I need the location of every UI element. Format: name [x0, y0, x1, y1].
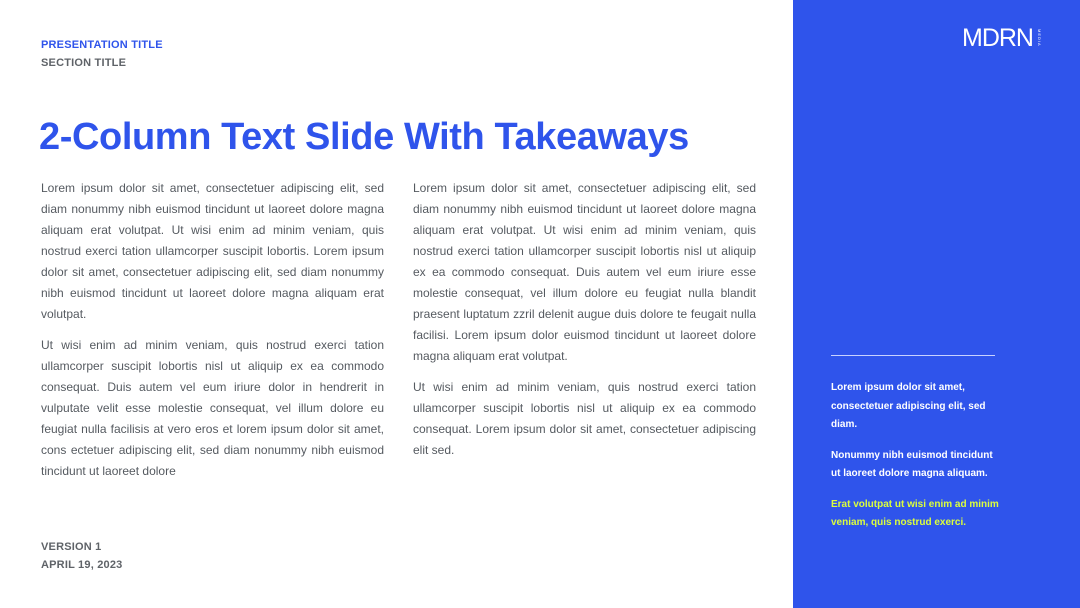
body-paragraph: Lorem ipsum dolor sit amet, consectetuer adipiscing elit, sed diam nonummy nibh euismod tincidunt ut laoreet dolore magna aliquam erat volutpat. Ut wisi enim ad minim veniam, quis nostrud exerci tation ullamcorper suscipit lobortis. Lorem ipsum dolor sit amet, consectetuer adipiscing elit, sed diam nonummy nibh euismod tincidunt ut laoreet dolore magna aliquam erat volutpat. [41, 181, 384, 321]
takeaways-list [831, 379, 1001, 545]
takeaway-item-highlight: Erat volutpat ut wisi enim ad minim veniam, quis nostrud exerci. [831, 498, 999, 528]
body-column-right [413, 178, 756, 471]
brand-logo [962, 26, 1042, 50]
section-title: SECTION TITLE [41, 57, 127, 69]
body-paragraph: Lorem ipsum dolor sit amet, consectetuer adipiscing elit, sed diam nonummy nibh euismod tincidunt ut laoreet dolore magna aliquam erat volutpat. Ut wisi enim ad minim veniam, quis nostrud exerci tation ullamcorper suscipit lobortis nisl ut aliquip ex ea commodo consequat. Duis autem vel eum iriure esse molestie consequat, vel illum dolore eu feugiat nulla blandit praesent luptatum zzril delenit augue duis dolore te feugait nulla facilisi. Lorem ipsum dolor euismod tincidunt ut laoreet dolore magna aliquam erat volutpat. [413, 181, 756, 363]
presentation-title: PRESENTATION TITLE [41, 39, 163, 51]
takeaway-item: Lorem ipsum dolor sit amet, consectetuer adipiscing elit, sed diam. [831, 382, 986, 430]
body-paragraph: Ut wisi enim ad minim veniam, quis nostrud exerci tation ullamcorper suscipit lobortis nisl ut aliquip ex ea commodo consequat. Duis autem vel eum iriure dolor in hendrerit in vulputate velit esse molestie consequat, vel illum dolore eu feugiat nulla facilisis at vero eros et lorem ipsum dolor sit amet, cons ectetuer adipiscing elit, sed diam nonummy nibh euismod tincidunt ut laoreet dolore [41, 338, 384, 478]
body-paragraph: Ut wisi enim ad minim veniam, quis nostrud exerci tation ullamcorper suscipit lobortis nisl ut aliquip ex ea commodo consequat. Lorem ipsum dolor sit amet, consectetuer adipiscing elit sed. [413, 380, 756, 457]
takeaway-divider [831, 355, 995, 356]
takeaway-item: Nonummy nibh euismod tincidunt ut laoreet dolore magna aliquam. [831, 449, 993, 479]
slide-title: 2-Column Text Slide With Takeaways [39, 116, 689, 158]
logo-wordmark: MDRN [962, 24, 1033, 52]
date-label: APRIL 19, 2023 [41, 559, 123, 571]
version-label: VERSION 1 [41, 541, 102, 553]
body-column-left [41, 178, 384, 492]
logo-subtext: MEDIA [1037, 29, 1042, 47]
